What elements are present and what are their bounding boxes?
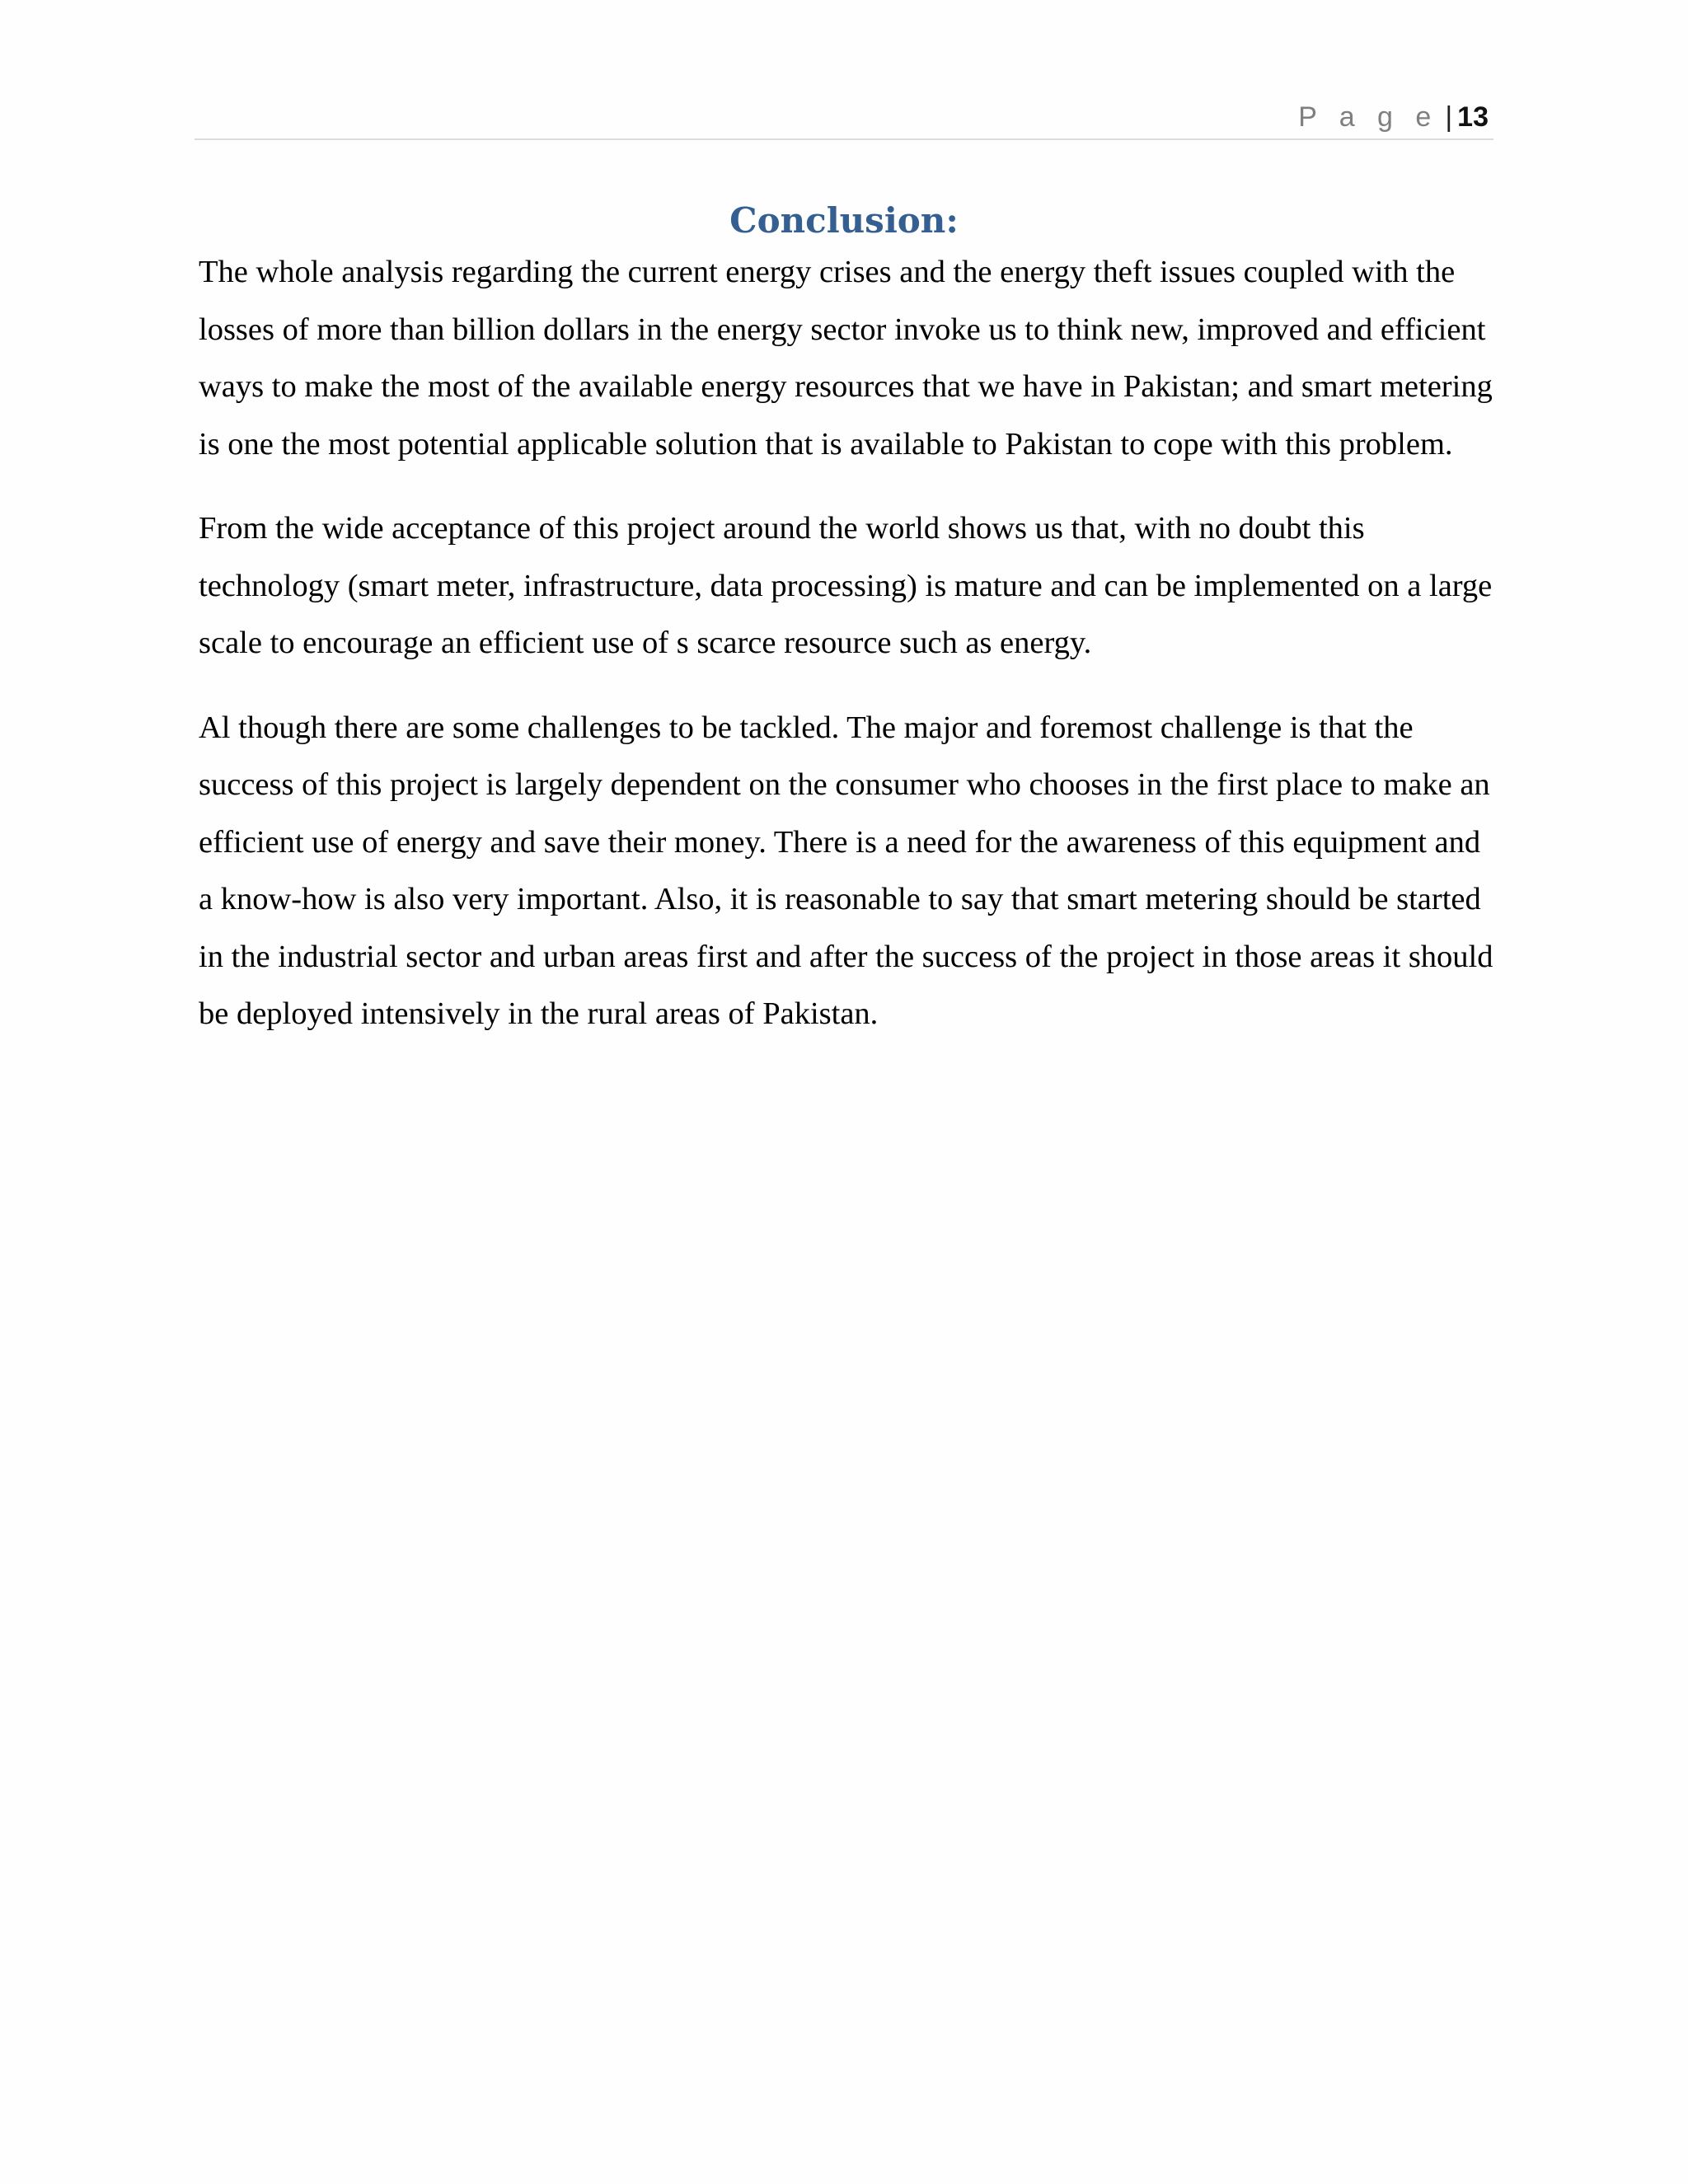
page-number: 13 [1457, 101, 1489, 133]
paragraph: From the wide acceptance of this project around the world shows us that, with no doubt this technology (smart meter, infrastructure, data processing) is mature and can be implemented on a large scale to encourage an efficient use of s scarce resource such as energy. [199, 511, 1493, 660]
page-separator: | [1445, 101, 1453, 133]
paragraph: Al though there are some challenges to be tackled. The major and foremost challenge is that the success of this project is largely dependent on the consumer who chooses in the first place to make an efficient use of energy and save their money. There is a need for the awareness of this equipment and a know-how is also very important. Also, it is reasonable to say that smart metering should be started in the industrial sector and urban areas first and after the success of the project in those areas it should be deployed intensively in the rural areas of Pakistan. [199, 710, 1493, 1031]
page-number-indicator [1298, 101, 1489, 134]
section-heading: Conclusion: [729, 200, 959, 241]
page-header [195, 97, 1493, 140]
paragraph: The whole analysis regarding the current energy crises and the energy theft issues coupled with the losses of more than billion dollars in the energy sector invoke us to think new, improved and efficient ways to make the most of the available energy resources that we have in Pakistan; and smart metering is one the most potential applicable solution that is available to Pakistan to cope with this problem. [199, 255, 1493, 462]
body-text [199, 244, 1494, 1071]
page-label: P a g e [1298, 101, 1439, 133]
